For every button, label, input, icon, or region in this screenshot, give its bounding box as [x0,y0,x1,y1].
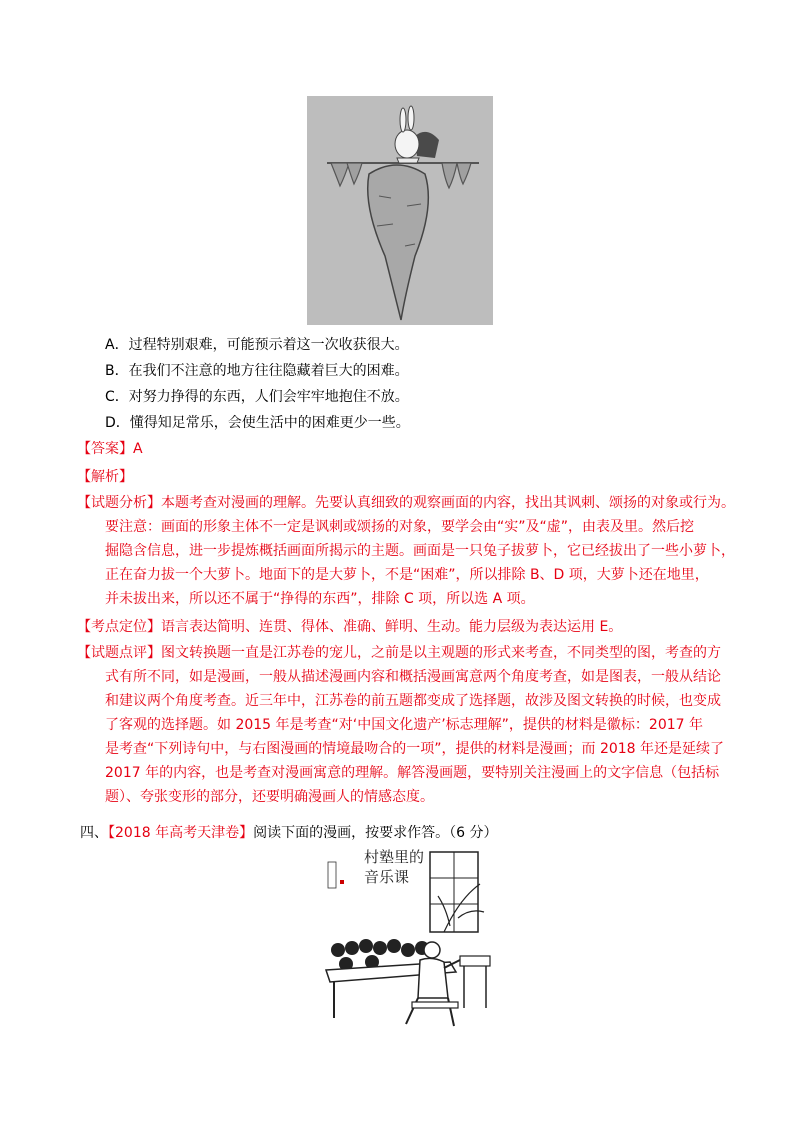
answer-tag: 【答案】 [77,441,133,457]
dianping-line-7: 题）、夸张变形的部分，还要明确漫画人的情感态度。 [105,789,434,805]
dianping-line-4: 了客观的选择题。如 2015 年是考查“对‘中国文化遗产’标志理解”，提供的材料是徽标：2017 年 [105,717,704,733]
section-4-heading [80,822,497,844]
answer-line [77,437,143,461]
section-source: 【2018 年高考天津卷】 [108,825,254,841]
dianping-tag: 【试题点评】 [77,645,161,661]
village-school-music-cartoon [320,848,498,1033]
analysis-tag: 【试题分析】 [77,495,161,511]
jiexi-tag: 【解析】 [77,469,133,485]
analysis-line-2: 要注意：画面的形象主体不一定是讽刺或颂扬的对象，要学会由“实”及“虚”，由表及里。然后挖 [105,519,695,535]
option-a: A．过程特别艰难，可能预示着这一次收获很大。 [105,337,409,353]
rabbit-carrot-cartoon [307,96,493,325]
dianping-line-6: 2017 年的内容，也是考查对漫画寓意的理解。解答漫画题，要特别关注漫画上的文字信息（包括标 [105,765,720,781]
analysis-line-1: 本题考查对漫画的理解。先要认真细致的观察画面的内容，找出其讽刺、颂扬的对象或行为。 [161,495,735,511]
kaodian-text: 语言表达简明、连贯、得体、准确、鲜明、生动。能力层级为表达运用 E。 [161,619,623,635]
caption-line-1: 村塾里的 [364,848,425,866]
analysis-line-3: 掘隐含信息，进一步提炼概括画面所揭示的主题。画面是一只兔子拔萝卜，它已经拔出了一些小萝卜， [105,543,735,559]
section-instruction: 阅读下面的漫画，按要求作答。（6 分） [253,825,498,841]
kaodian-tag: 【考点定位】 [77,619,161,635]
option-d: D．懂得知足常乐，会使生活中的困难更少一些。 [105,415,410,431]
dianping-line-5: 是考查“下列诗句中，与右图漫画的情境最吻合的一项”，提供的材料是漫画；而 2018 年还是延续了 [105,741,725,757]
dianping-line-3: 和建议两个角度考查。近三年中，江苏卷的前五题都变成了选择题，故涉及图文转换的时候，也变成 [105,693,721,709]
jiexi-line [77,465,133,489]
dianping-line-2: 式有所不同，如是漫画，一般从描述漫画内容和概括漫画寓意两个角度考查，如是图表，一般从结论 [105,669,721,685]
caption-line-2: 音乐课 [364,868,410,886]
analysis-line-5: 并未拔出来，所以还不属于“挣得的东西”，排除 C 项，所以选 A 项。 [105,591,535,607]
dianping-line-1: 图文转换题一直是江苏卷的宠儿，之前是以主观题的形式来考查，不同类型的图，考查的方 [161,645,721,661]
dianping-block [77,641,724,809]
rabbit-carrot-drawing [307,96,493,325]
option-c: C．对努力挣得的东西，人们会牢牢地抱住不放。 [105,389,409,405]
analysis-block [77,491,735,611]
answer-value: A [133,441,143,457]
music-class-drawing [320,848,498,1033]
option-b: B．在我们不注意的地方往往隐藏着巨大的困难。 [105,363,409,379]
kaodian-block [77,615,622,639]
section-number: 四、 [80,825,108,841]
analysis-line-4: 正在奋力拔一个大萝卜。地面下的是大萝卜，不是“困难”，所以排除 B、D 项，大萝卜还在地里， [105,567,709,583]
